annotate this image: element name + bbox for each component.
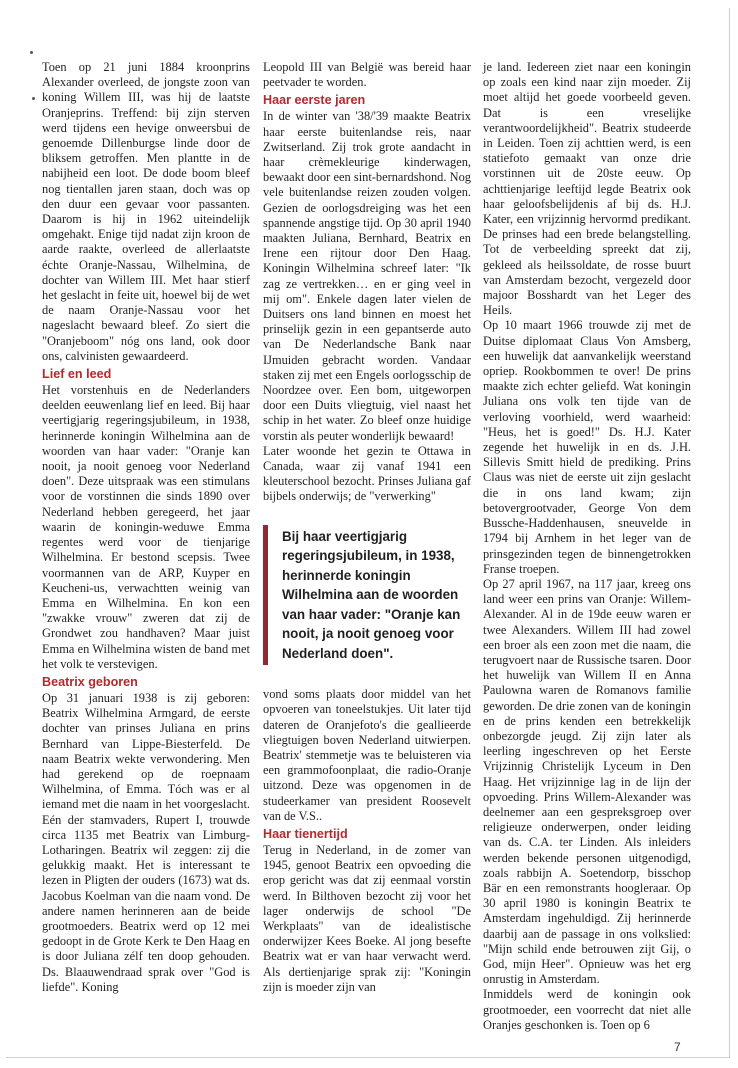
paragraph-toneelstukjes: vond soms plaats door middel van het opvoeren van toneelstukjes. Uit later tijd dateren de Oranjefoto's die geallieerde vliegtuigen boven Nederland uitwierpen. Beatrix' stemmetje was te beluisteren via een grammofoonplaat, die radio-Oranje uitzond. Deze was opgenomen in de studeerkamer van president Roosevelt van de V.S.. [263, 687, 471, 823]
paragraph-willem-alexander: Op 27 april 1967, na 117 jaar, kreeg ons land weer een prins van Oranje: Willem-Alexander. Al in de 19de eeuw waren er twee Alexanders. Willem III had zowel een broer als een zoon met die naam, die terugvoert naar de Russische tsaren. Door het huwelijk van Willem II en Anna Paulowna waren de Romanovs familie geworden. De drie zonen van de koningin en de prins kenden een betrekkelijk onbezorgde jeugd. Zij zijn later als leerling ingeschreven op het Eerste Vrijzinnig Christelijk Lyceum in Den Haag. Het vrijzinnige lag in de lijn der opvoeding. Prins Willem-Alexander was deelnemer aan een gespreksgroep over religieuze onderwerpen, onder leiding van ds. C.A. ter Linden. Als inleiders werden bekende personen uitgenodigd, zoals rabbijn A. Soetendorp, bisschop Bär en een remonstrants hoogleraar. Op 30 april 1980 is koningin Beatrix te Amsterdam ingehuldigd. Zij herinnerde daarbij aan de passage in ons volkslied: "Mijn schild ende betrouwen zijt Gij, o God, mijn Heer". Opnieuw was het erg onrustig in Amsterdam. [483, 576, 691, 987]
heading-tienertijd: Haar tienertijd [263, 827, 348, 842]
column-1 [42, 60, 250, 995]
margin-dot [30, 51, 33, 54]
paragraph-intro: Toen op 21 juni 1884 kroonprins Alexander overleed, de jongste zoon van koning Willem III, was hij de laatste Oranjeprins. Treffend: bij zijn sterven werd tijdens een hevige onweersbui de genoemde Dillenburgse linde door de bliksem getroffen. Men plantte in de nabijheid een loot. De dode boom bleef nog tientallen jaren staan, doch was op den duur een gevaar voor passanten. Daarom is hij in 1962 uiteindelijk omgehakt. Enige tijd nadat zijn kroon de aarde raakte, overleed de allerlaatste échte Oranje-Nassau, Wilhelmina, de dochter van Willem III. Met haar stierf het geslacht in feite uit, hoewel bij de wet de naam Oranje-Nassau voor het nageslacht bewaard bleef. Zo siert die "Oranjeboom" nóg ons land, ook door ons, calvinisten gewaardeerd. [42, 60, 250, 363]
paragraph-ottawa: Later woonde het gezin te Ottawa in Canada, waar zij vanaf 1941 een kleuterschool bezocht. Prinses Juliana gaf bijbels onderwijs; de "verwerking" [263, 443, 471, 504]
margin-dot [32, 97, 35, 100]
paragraph-eerste-jaren: In de winter van '38/'39 maakte Beatrix haar eerste buitenlandse reis, naar Zwitserland. Zij trok grote aandacht in haar crèmekleurige kinderwagen, bewaakt door een sint-bernardshond. Nog vele buitenlandse reizen zouden volgen. Gezien de oorlogsdreiging was het een spannende angstige tijd. Op 30 april 1940 maakten Juliana, Bernhard, Beatrix en Irene een rijtour door Den Haag. Koningin Wilhelmina schreef later: "Ik zag ze vertrekken… en er ging veel in mij om". Enkele dagen later vielen de Duitsers ons land binnen en moest het prinselijk gezin in een gepantserde auto van De Nederlandsche Bank naar IJmuiden gebracht worden. Vandaar staken zij met een Engels oorlogsschip de Noordzee over. Een bom, uitgeworpen door een Duits vliegtuig, viel naast het schip in het water. Zo bleef onze huidige vorstin als peuter wonderlijk bewaard! [263, 109, 471, 443]
column-3 [483, 60, 691, 1033]
heading-beatrix-geboren: Beatrix geboren [42, 674, 138, 689]
paragraph-moeder-van-land: je land. Iedereen ziet naar een koningin op zoals een kind naar zijn moeder. Zij moet altijd het goede voorbeeld geven. Dat is een vreselijke verantwoordelijkheid". Beatrix studeerde in Leiden. Toen zij achttien werd, is een statiefoto gemaakt van onze drie vorstinnen uit de 20ste eeuw. Op achttienjarige leeftijd legde Beatrix ook haar geloofsbelijdenis af bij ds. H.J. Kater, een vrijzinnig hervormd predikant. De prinses had een brede belangstelling. Tot de verbeelding spreekt dat zij, gekleed als heilssoldate, de rosse buurt van Amsterdam bezocht, vergezeld door majoor Bosshardt van het Leger des Heils. [483, 60, 691, 318]
paragraph-continued: Leopold III van België was bereid haar peetvader te worden. [263, 60, 471, 90]
column-2 [263, 60, 471, 995]
pull-quote: Bij haar veertigjarig regeringsjubileum, in 1938, herinnerde koningin Wilhelmina aan de woorden van haar vader: "Oranje kan nooit, ja nooit genoeg voor Nederland doen". [263, 525, 471, 666]
paragraph-lief-en-leed: Het vorstenhuis en de Nederlanders deelden eeuwenlang lief en leed. Bij haar veertigjarig regeringsjubileum, in 1938, herinnerde koningin Wilhelmina aan de woorden van haar vader: "Oranje kan nooit, ja nooit genoeg voor Nederland doen". Deze uitspraak was een stimulans voor de vorstinnen die sinds 1890 over Nederland hebben geregeerd, het jaar waarin de koningin-weduwe Emma regentes werd voor de tienjarige Wilhelmina. Er bestond scepsis. Twee voormannen van de ARP, Kuyper en Keucheni-us, verwachtten weinig van Emma en Wilhelmina. En kon een "zwakke vrouw" zweren dat zij de Grondwet zou handhaven? Maar juist Emma en Wilhelmina wisten de band met het volk te verstevigen. [42, 383, 250, 671]
heading-lief-en-leed: Lief en leed [42, 367, 112, 382]
paragraph-beatrix-geboren: Op 31 januari 1938 is zij geboren: Beatrix Wilhelmina Armgard, de eerste dochter van prinses Juliana en prins Bernhard van Lippe-Biesterfeld. De naam Beatrix wekte verwondering. Men had gerekend op de roepnaam Wilhelmina, of Emma. Tóch was er al iemand met die naam in het voorgeslacht. Eén der stamvaders, Rupert I, trouwde circa 1135 met Beatrix van Limburg-Lotharingen. Beatrix wil zeggen: zij die gelukkig maakt. Het is interessant te lezen in Pligten der ouders (1673) wat ds. Jacobus Koelman van die naam vond. De andere namen herinneren aan de beide grootmoeders. Beatrix werd op 12 mei gedoopt in de Grote Kerk te Den Haag en is door Juliana zélf ten doop gehouden. Ds. Blaauwendraad sprak over "God is liefde". Koning [42, 690, 250, 994]
heading-eerste-jaren: Haar eerste jaren [263, 93, 366, 108]
page-number: 7 [674, 1040, 681, 1054]
paragraph-tienertijd: Terug in Nederland, in de zomer van 1945, genoot Beatrix een opvoeding die erop gericht was dat zij eenmaal vorstin werd. In Bilthoven bezocht zij voor het lager onderwijs de school "De Werkplaats" van de idealistische onderwijzer Kees Boeke. Al jong besefte Beatrix wat er van haar verwacht werd. Als dertienjarige sprak zij: "Koningin zijn is moeder zijn van [263, 843, 471, 994]
paragraph-claus: Op 10 maart 1966 trouwde zij met de Duitse diplomaat Claus Von Amsberg, een huwelijk dat aanvankelijk weerstand opriep. Rookbommen te over! De prins maakte zich echter geliefd. Wat koningin Juliana ons volk ten tijde van de verloving voorhield, werd waarheid: "Heus, het is goed!" Ds. H.J. Kater zegende het huwelijk in en ds. J.H. Sillevis Smitt hield de prediking. Prins Claus was niet de eerste uit zijn geslacht die in ons land kwam; zijn betovergrootvader, George Von dem Bussche-Haddenhausen, sneuvelde in 1794 bij Arnhem in het leger van de prinsgezinden tegen de binnengetrokken Franse troepen. [483, 318, 691, 576]
paragraph-grootmoeder: Inmiddels werd de koningin ook grootmoeder, een voorrecht dat niet alle Oranjes geschonken is. Toen op 6 [483, 987, 691, 1032]
